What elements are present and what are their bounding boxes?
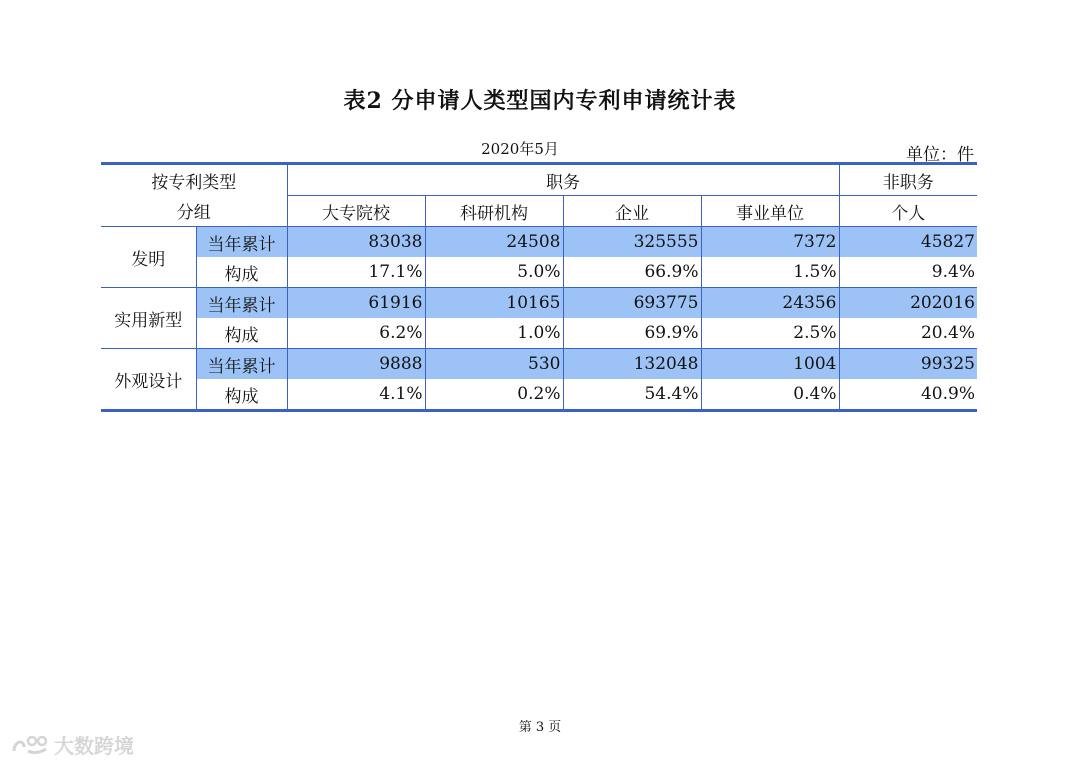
value-cell: 83038 (287, 227, 425, 258)
value-cell: 66.9% (563, 257, 701, 288)
value-cell: 2.5% (701, 318, 839, 349)
value-cell: 4.1% (287, 379, 425, 411)
header-corner-top: 按专利类型 (101, 164, 287, 196)
value-cell: 24508 (425, 227, 563, 258)
header-nonservice: 非职务 (839, 164, 977, 196)
row-label: 构成 (196, 257, 287, 288)
report-date: 2020年5月 (481, 140, 559, 158)
value-cell: 99325 (839, 349, 977, 380)
table-row (101, 349, 977, 380)
value-cell: 325555 (563, 227, 701, 258)
row-label: 构成 (196, 318, 287, 349)
value-cell: 132048 (563, 349, 701, 380)
column-header: 企业 (563, 196, 701, 227)
column-header: 事业单位 (701, 196, 839, 227)
value-cell: 10165 (425, 288, 563, 319)
table-row (101, 379, 977, 411)
value-cell: 0.2% (425, 379, 563, 411)
unit-label: 单位：件 (906, 145, 974, 165)
value-cell: 54.4% (563, 379, 701, 411)
value-cell: 1.5% (701, 257, 839, 288)
table-row (101, 227, 977, 258)
row-label: 当年累计 (196, 349, 287, 380)
value-cell: 5.0% (425, 257, 563, 288)
table-row (101, 288, 977, 319)
value-cell: 24356 (701, 288, 839, 319)
value-cell: 1.0% (425, 318, 563, 349)
header-corner-bottom: 分组 (101, 196, 287, 227)
category-cell: 实用新型 (101, 288, 196, 349)
value-cell: 45827 (839, 227, 977, 258)
row-label: 当年累计 (196, 288, 287, 319)
category-cell: 发明 (101, 227, 196, 288)
table-row (101, 318, 977, 349)
watermark-text: 大数跨境 (54, 734, 134, 758)
value-cell: 9888 (287, 349, 425, 380)
column-header: 大专院校 (287, 196, 425, 227)
value-cell: 40.9% (839, 379, 977, 411)
table-row (101, 257, 977, 288)
brand-logo-icon (10, 733, 50, 757)
value-cell: 20.4% (839, 318, 977, 349)
header-service: 职务 (287, 164, 839, 196)
value-cell: 9.4% (839, 257, 977, 288)
value-cell: 202016 (839, 288, 977, 319)
value-cell: 61916 (287, 288, 425, 319)
value-cell: 17.1% (287, 257, 425, 288)
page-number: 第 3 页 (518, 720, 562, 735)
row-label: 构成 (196, 379, 287, 411)
row-label: 当年累计 (196, 227, 287, 258)
watermark (10, 730, 134, 759)
category-cell: 外观设计 (101, 349, 196, 411)
value-cell: 530 (425, 349, 563, 380)
value-cell: 693775 (563, 288, 701, 319)
value-cell: 7372 (701, 227, 839, 258)
column-header: 科研机构 (425, 196, 563, 227)
value-cell: 1004 (701, 349, 839, 380)
value-cell: 6.2% (287, 318, 425, 349)
table-title: 表2 分申请人类型国内专利申请统计表 (343, 88, 737, 114)
column-header: 个人 (839, 196, 977, 227)
value-cell: 69.9% (563, 318, 701, 349)
value-cell: 0.4% (701, 379, 839, 411)
patent-statistics-table (101, 162, 977, 412)
